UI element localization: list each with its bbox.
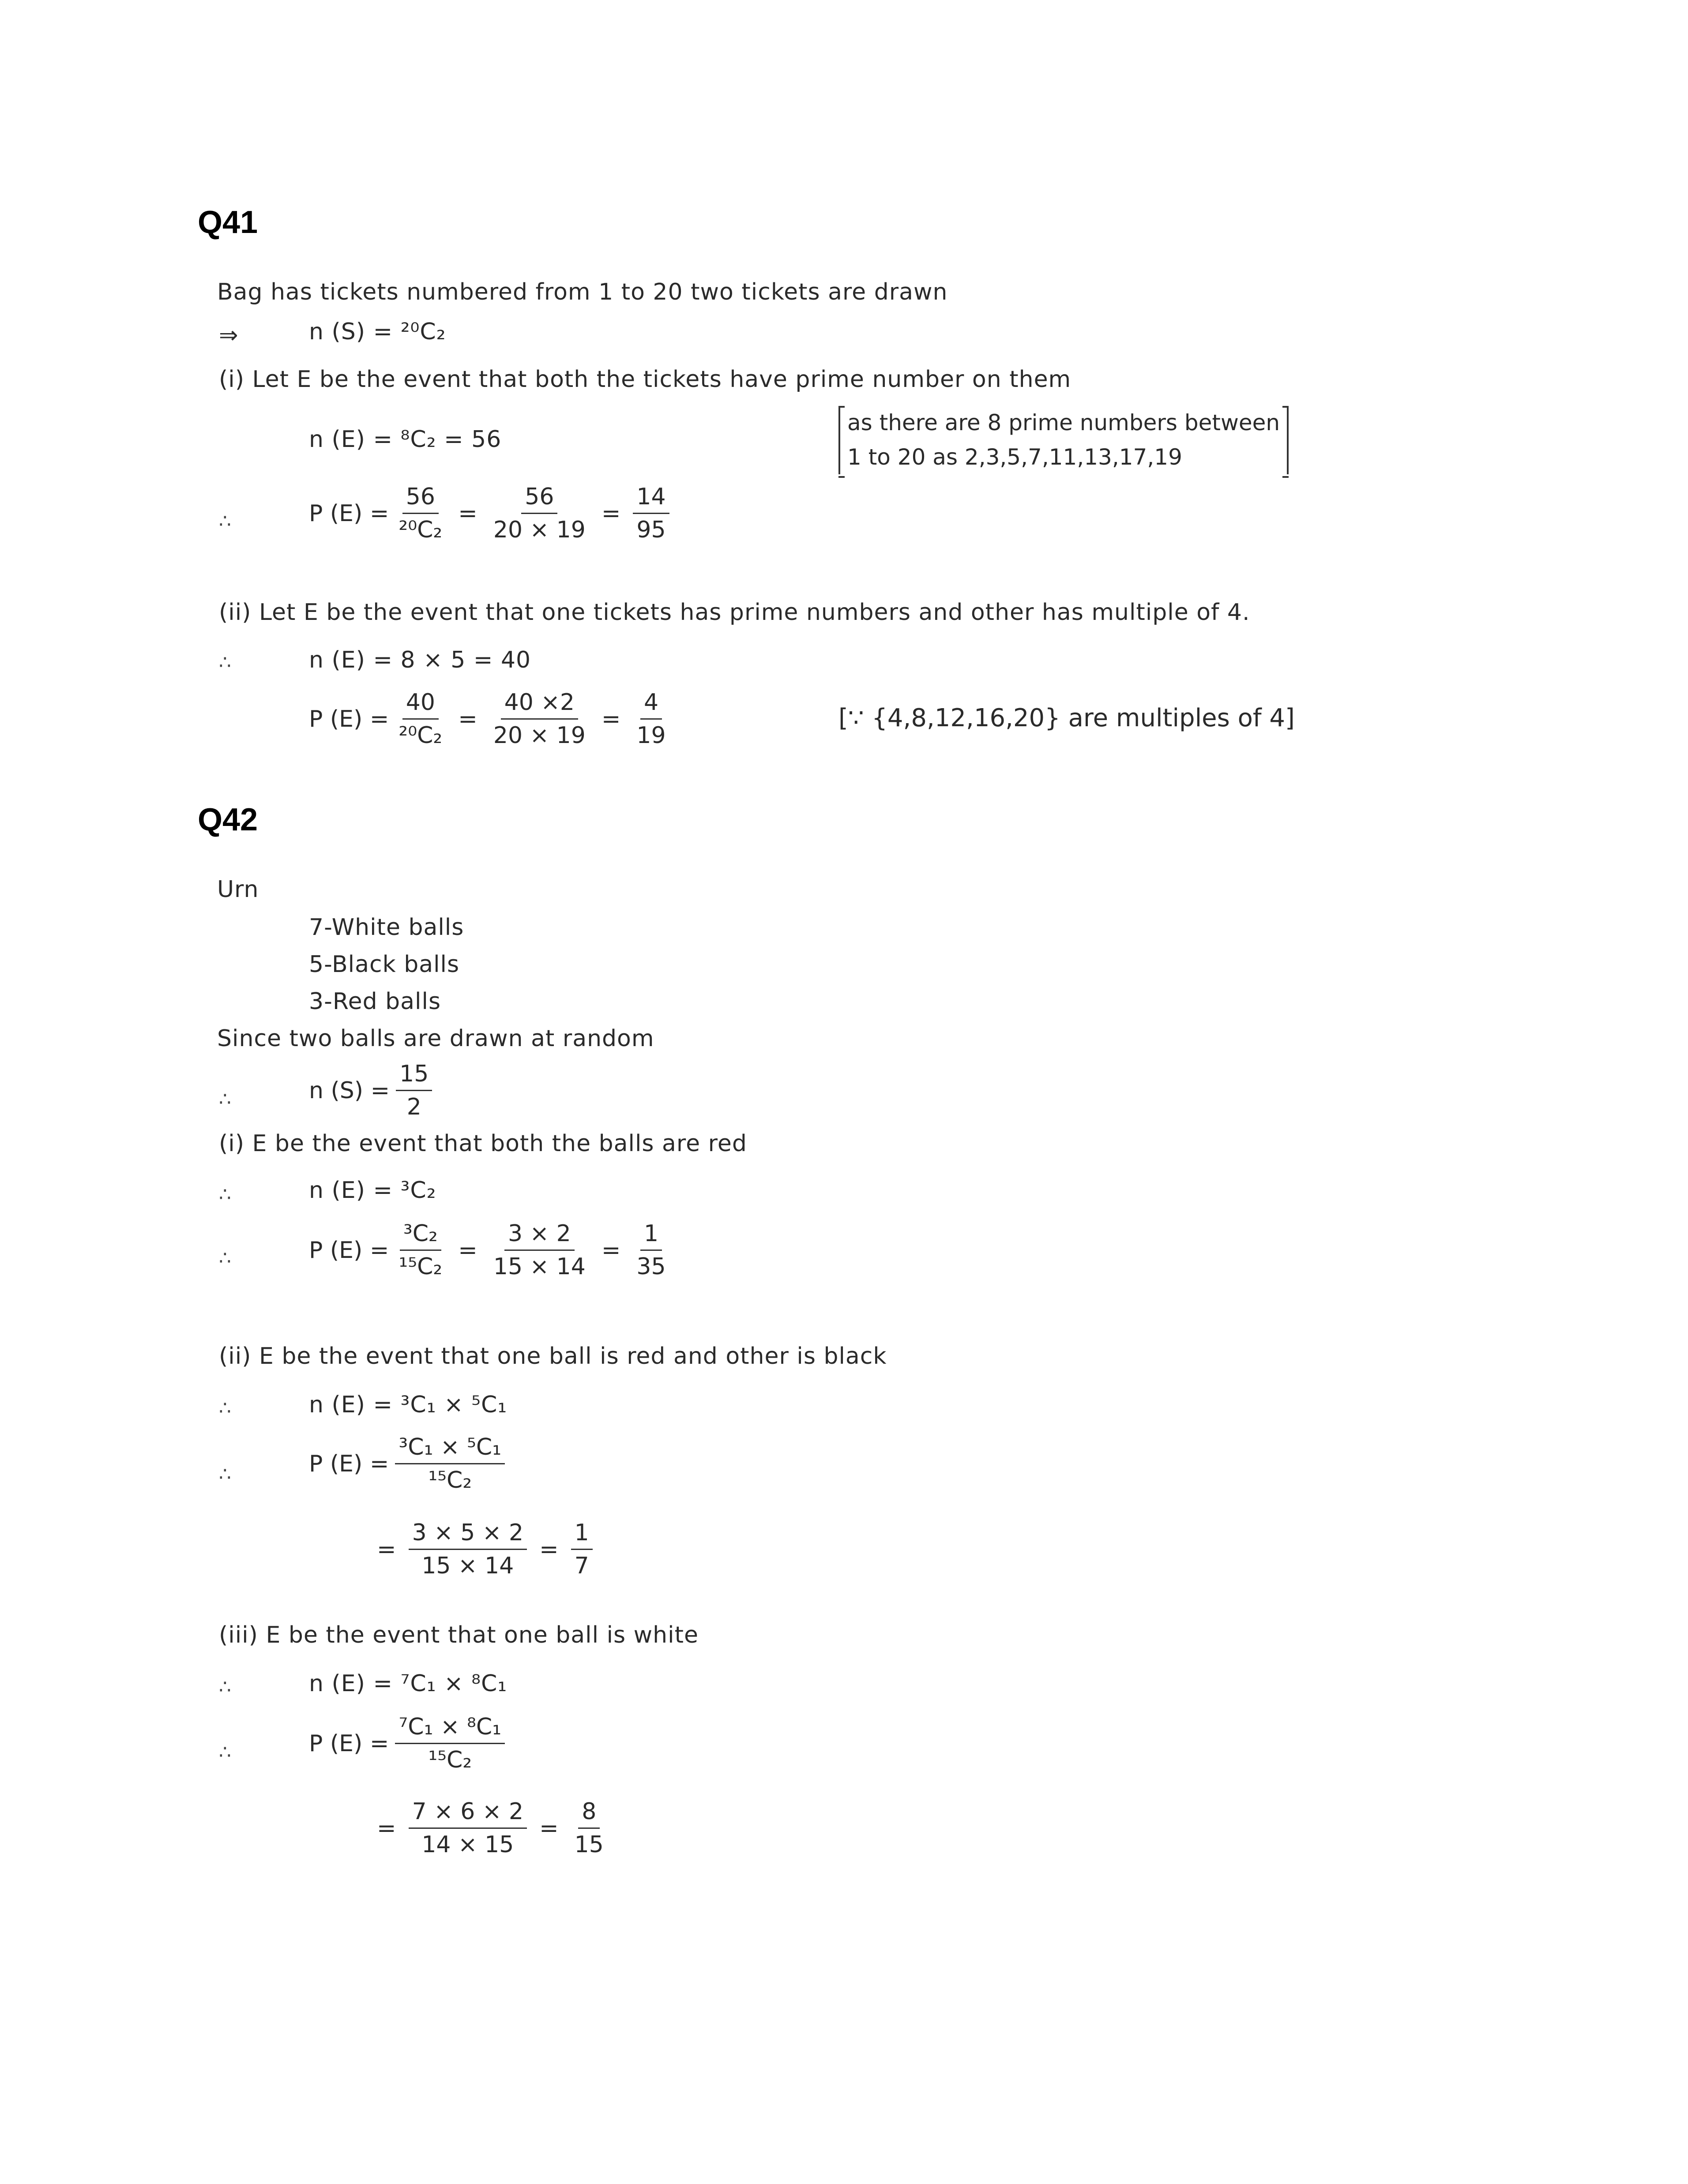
fraction <box>490 691 589 747</box>
implies-symbol: ⇒ <box>219 322 239 349</box>
fraction-denominator: ²⁰C₂ <box>399 517 443 543</box>
q42-white-balls: 7-White balls <box>309 914 464 941</box>
fraction-numerator: ³C₁ × ⁵C₁ <box>395 1436 505 1464</box>
fraction-denominator: 95 <box>636 517 666 543</box>
equals-sign: = <box>458 1237 477 1264</box>
q42-part3-text: (iii) E be the event that one ball is white <box>219 1622 699 1648</box>
fraction-denominator: 7 <box>574 1553 589 1579</box>
equals-sign: = <box>377 1815 396 1842</box>
q41-part1-probability <box>309 485 676 541</box>
q42-part1-nE: n (E) = ³C₂ <box>309 1177 436 1204</box>
equals-sign: = <box>601 1237 621 1264</box>
q41-part2-PE-label: P (E) = <box>309 705 389 732</box>
q41-sample-space: n (S) = ²⁰C₂ <box>309 319 446 345</box>
q42-heading: Q42 <box>198 802 258 837</box>
fraction-numerator: 56 <box>521 485 557 514</box>
fraction-denominator: 15 <box>574 1831 604 1858</box>
therefore-symbol: ∴ <box>219 1088 231 1111</box>
q42-urn-label: Urn <box>217 876 259 903</box>
q42-since-text: Since two balls are drawn at random <box>217 1025 654 1052</box>
q42-black-balls: 5-Black balls <box>309 951 460 978</box>
equals-sign: = <box>539 1536 559 1563</box>
q42-part1-text: (i) E be the event that both the balls are red <box>219 1130 747 1157</box>
fraction <box>571 1800 607 1856</box>
fraction <box>490 485 589 541</box>
fraction-numerator: 14 <box>633 485 669 514</box>
q41-part2-probability <box>309 691 676 747</box>
q41-prime-note-line1: as there are 8 prime numbers between <box>847 410 1280 435</box>
q41-prime-note <box>838 406 1289 474</box>
equals-sign: = <box>458 500 477 527</box>
q42-red-balls: 3-Red balls <box>309 988 441 1015</box>
q42-part3-simplified <box>371 1800 613 1856</box>
fraction-denominator: 20 × 19 <box>493 517 586 543</box>
equals-sign: = <box>601 705 621 732</box>
fraction-denominator: ¹⁵C₂ <box>428 1747 472 1773</box>
q42-part2-probability <box>309 1436 511 1492</box>
fraction <box>395 1436 505 1492</box>
fraction <box>633 1222 669 1278</box>
therefore-symbol: ∴ <box>219 1741 231 1764</box>
q42-part3-PE-label: P (E) = <box>309 1730 389 1757</box>
fraction-denominator: 14 × 15 <box>421 1831 514 1858</box>
fraction-numerator: 56 <box>402 485 439 514</box>
q41-multiples-note: [∵ {4,8,12,16,20} are multiples of 4] <box>838 704 1295 732</box>
q41-part1-text: (i) Let E be the event that both the tickets have prime number on them <box>219 366 1071 393</box>
q42-part2-PE-label: P (E) = <box>309 1450 389 1477</box>
equals-sign: = <box>458 705 477 732</box>
equals-sign: = <box>601 500 621 527</box>
q42-part3-nE: n (E) = ⁷C₁ × ⁸C₁ <box>309 1670 508 1697</box>
q41-part2-nE: n (E) = 8 × 5 = 40 <box>309 647 531 673</box>
q42-part2-simplified <box>371 1521 599 1577</box>
therefore-symbol: ∴ <box>219 1247 231 1269</box>
fraction-numerator: ⁷C₁ × ⁸C₁ <box>395 1715 505 1744</box>
q41-part2-text: (ii) Let E be the event that one tickets has prime numbers and other has multiple of 4. <box>219 599 1250 626</box>
fraction-denominator: 15 × 14 <box>421 1553 514 1579</box>
fraction-denominator: 35 <box>636 1253 666 1280</box>
therefore-symbol: ∴ <box>219 1676 231 1698</box>
fraction-denominator: 15 × 14 <box>493 1253 586 1280</box>
fraction-numerator: 4 <box>640 691 662 720</box>
fraction <box>409 1521 527 1577</box>
q41-part1-nE: n (E) = ⁸C₂ = 56 <box>309 426 502 453</box>
fraction <box>633 691 669 747</box>
fraction <box>571 1521 593 1577</box>
fraction-denominator: 2 <box>406 1094 421 1120</box>
fraction-numerator: 3 × 2 <box>504 1222 575 1251</box>
fraction-numerator: 3 × 5 × 2 <box>409 1521 527 1550</box>
fraction-numerator: ³C₂ <box>400 1222 441 1251</box>
fraction <box>395 691 446 747</box>
q42-part3-probability <box>309 1715 511 1771</box>
fraction <box>395 1715 505 1771</box>
therefore-symbol: ∴ <box>219 651 231 674</box>
therefore-symbol: ∴ <box>219 510 231 533</box>
equals-sign: = <box>539 1815 559 1842</box>
therefore-symbol: ∴ <box>219 1183 231 1206</box>
fraction-denominator: ¹⁵C₂ <box>399 1253 443 1280</box>
fraction-denominator: ¹⁵C₂ <box>428 1467 472 1494</box>
fraction-denominator: 19 <box>636 722 666 749</box>
q42-part1-probability <box>309 1222 676 1278</box>
fraction <box>396 1062 432 1118</box>
fraction-numerator: 8 <box>578 1800 600 1829</box>
fraction-numerator: 40 ×2 <box>501 691 578 720</box>
q41-part1-PE-label: P (E) = <box>309 500 389 527</box>
equals-sign: = <box>377 1536 396 1563</box>
q42-part2-text: (ii) E be the event that one ball is red and other is black <box>219 1343 887 1370</box>
q42-sample-space <box>309 1062 438 1118</box>
fraction-numerator: 7 × 6 × 2 <box>409 1800 527 1829</box>
fraction <box>633 485 669 541</box>
fraction <box>395 485 446 541</box>
fraction-denominator: 20 × 19 <box>493 722 586 749</box>
fraction-numerator: 15 <box>396 1062 432 1091</box>
q42-part1-PE-label: P (E) = <box>309 1237 389 1264</box>
fraction-denominator: ²⁰C₂ <box>399 722 443 749</box>
q42-ns-label: n (S) = <box>309 1077 390 1104</box>
q41-intro: Bag has tickets numbered from 1 to 20 two tickets are drawn <box>217 279 948 305</box>
fraction <box>490 1222 589 1278</box>
fraction-numerator: 40 <box>402 691 439 720</box>
therefore-symbol: ∴ <box>219 1397 231 1419</box>
q42-part2-nE: n (E) = ³C₁ × ⁵C₁ <box>309 1392 508 1418</box>
fraction <box>409 1800 527 1856</box>
fraction <box>395 1222 446 1278</box>
q41-heading: Q41 <box>198 205 258 240</box>
therefore-symbol: ∴ <box>219 1463 231 1486</box>
q41-prime-note-line2: 1 to 20 as 2,3,5,7,11,13,17,19 <box>847 444 1182 470</box>
fraction-numerator: 1 <box>571 1521 593 1550</box>
fraction-numerator: 1 <box>640 1222 662 1251</box>
